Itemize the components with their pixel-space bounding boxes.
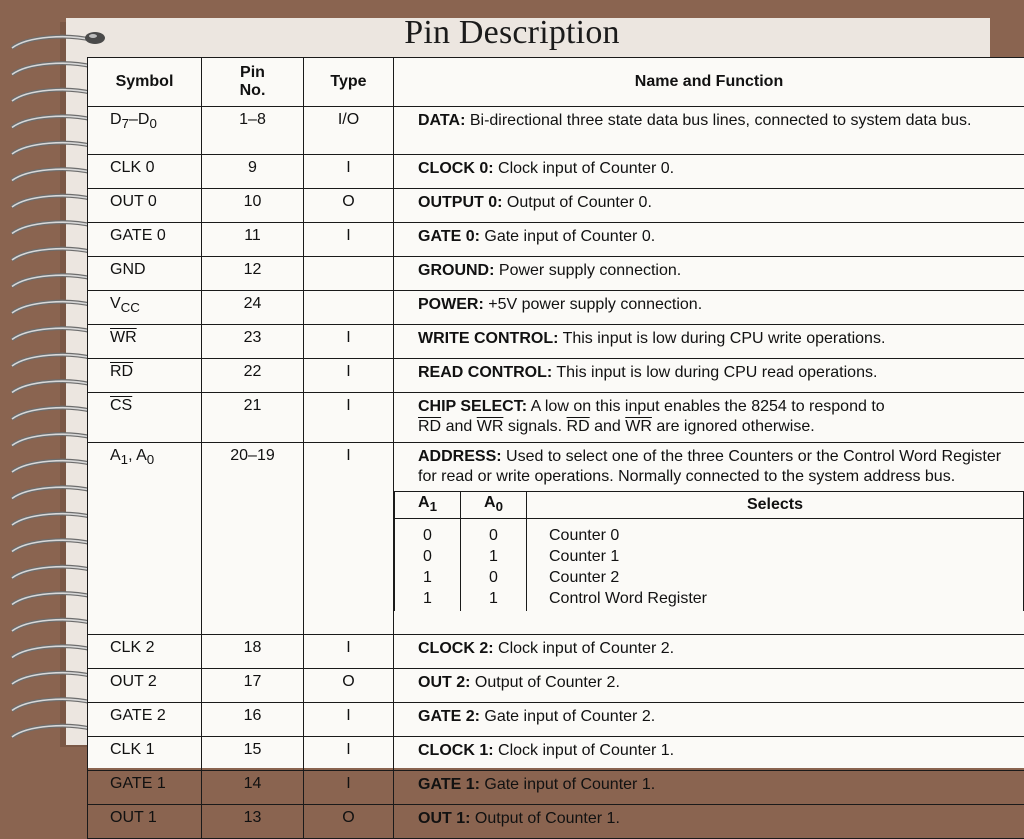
- function-cell: CLOCK 2: Clock input of Counter 2.: [394, 635, 1024, 669]
- function-cell: GATE 0: Gate input of Counter 0.: [394, 223, 1024, 257]
- symbol-cell: CLK 0: [88, 155, 202, 189]
- function-cell: ADDRESS: Used to select one of the three Counters or the Control Word Register for read or write operations. Normally connected to the system address bus. $A_1$ $A_0$ Selects 0 0 1 1 0 1 0 1 Counter 0 Counter 1 Counter 2 Control Word Register: [394, 443, 1024, 635]
- symbol-cell: CLK 2: [88, 635, 202, 669]
- table-row: [88, 359, 1024, 393]
- type-cell: I: [304, 359, 394, 393]
- type-cell: I: [304, 737, 394, 771]
- function-cell: CLOCK 1: Clock input of Counter 1.: [394, 737, 1024, 771]
- table-row: [88, 189, 1024, 223]
- type-cell: I: [304, 393, 394, 443]
- select-header-a0: $A_0$: [461, 492, 527, 519]
- header-symbol: Symbol: [88, 58, 202, 107]
- pin-cell: 24: [202, 291, 304, 325]
- table-row: [88, 291, 1024, 325]
- page-title: Pin Description: [0, 14, 1024, 52]
- table-row: [88, 325, 1024, 359]
- table-row: [88, 155, 1024, 189]
- function-cell: WRITE CONTROL: This input is low during CPU write operations.: [394, 325, 1024, 359]
- pin-cell: 17: [202, 669, 304, 703]
- pin-cell: 21: [202, 393, 304, 443]
- symbol-cell: GATE 2: [88, 703, 202, 737]
- symbol-cell: $\overline{RD}$: [88, 359, 202, 393]
- function-cell: POWER: +5V power supply connection.: [394, 291, 1024, 325]
- pin-description-table: [87, 57, 1024, 839]
- symbol-cell: CLK 1: [88, 737, 202, 771]
- function-cell: GROUND: Power supply connection.: [394, 257, 1024, 291]
- select-header-selects: Selects: [527, 492, 1024, 519]
- symbol-cell: GATE 1: [88, 771, 202, 805]
- symbol-cell: $V_{CC}$: [88, 291, 202, 325]
- pin-cell: 14: [202, 771, 304, 805]
- select-name-column: Counter 0 Counter 1 Counter 2 Control Word Register: [527, 519, 1024, 612]
- type-cell: O: [304, 189, 394, 223]
- function-cell: CLOCK 0: Clock input of Counter 0.: [394, 155, 1024, 189]
- pin-table-container: [87, 57, 1024, 768]
- pin-cell: 23: [202, 325, 304, 359]
- symbol-cell: OUT 2: [88, 669, 202, 703]
- table-row: [88, 257, 1024, 291]
- symbol-cell: $D_7-D_0$: [88, 107, 202, 155]
- type-cell: I: [304, 223, 394, 257]
- type-cell: [304, 291, 394, 325]
- table-row: [88, 771, 1024, 805]
- header-name-function: Name and Function: [394, 58, 1024, 107]
- function-cell: DATA: Bi-directional three state data bus lines, connected to system data bus.: [394, 107, 1024, 155]
- pin-cell: 18: [202, 635, 304, 669]
- pin-cell: 11: [202, 223, 304, 257]
- pin-cell: 13: [202, 805, 304, 839]
- address-select-table: [394, 491, 1024, 611]
- table-header-row: [88, 58, 1024, 107]
- symbol-cell: $A_1$, $A_0$: [88, 443, 202, 635]
- pin-cell: 10: [202, 189, 304, 223]
- select-body: [395, 519, 1024, 612]
- type-cell: I: [304, 703, 394, 737]
- pin-cell: 22: [202, 359, 304, 393]
- table-row: [88, 223, 1024, 257]
- function-cell: OUT 1: Output of Counter 1.: [394, 805, 1024, 839]
- table-row: [88, 393, 1024, 443]
- function-cell: OUT 2: Output of Counter 2.: [394, 669, 1024, 703]
- pin-cell: 1–8: [202, 107, 304, 155]
- type-cell: I: [304, 443, 394, 635]
- type-cell: [304, 257, 394, 291]
- table-row: [88, 737, 1024, 771]
- pin-cell: 9: [202, 155, 304, 189]
- type-cell: O: [304, 805, 394, 839]
- type-cell: I: [304, 325, 394, 359]
- type-cell: I: [304, 771, 394, 805]
- pin-cell: 12: [202, 257, 304, 291]
- type-cell: I: [304, 155, 394, 189]
- function-cell: GATE 1: Gate input of Counter 1.: [394, 771, 1024, 805]
- header-pin-no: Pin No.: [202, 58, 304, 107]
- function-cell: CHIP SELECT: A low on this input enables the 8254 to respond to $\overline{RD}$ and $\overline{WR}$ signals. $\overline{RD}$ and $\overline{WR}$ are ignored otherwise.: [394, 393, 1024, 443]
- table-row: [88, 669, 1024, 703]
- select-a0-column: 0 1 0 1: [461, 519, 527, 612]
- function-cell: GATE 2: Gate input of Counter 2.: [394, 703, 1024, 737]
- select-header-a1: $A_1$: [395, 492, 461, 519]
- symbol-cell: OUT 1: [88, 805, 202, 839]
- table-row: [88, 443, 1024, 635]
- function-cell: OUTPUT 0: Output of Counter 0.: [394, 189, 1024, 223]
- table-row: [88, 635, 1024, 669]
- bullet-icon: [84, 30, 106, 46]
- pin-cell: 15: [202, 737, 304, 771]
- table-row: [88, 805, 1024, 839]
- pin-cell: 16: [202, 703, 304, 737]
- type-cell: I/O: [304, 107, 394, 155]
- symbol-cell: OUT 0: [88, 189, 202, 223]
- select-a1-column: 0 0 1 1: [395, 519, 461, 612]
- pin-cell: 20–19: [202, 443, 304, 635]
- type-cell: I: [304, 635, 394, 669]
- header-type: Type: [304, 58, 394, 107]
- symbol-cell: GATE 0: [88, 223, 202, 257]
- symbol-cell: GND: [88, 257, 202, 291]
- spiral-binding: [8, 30, 98, 750]
- symbol-cell: $\overline{CS}$: [88, 393, 202, 443]
- function-cell: READ CONTROL: This input is low during CPU read operations.: [394, 359, 1024, 393]
- table-row: [88, 107, 1024, 155]
- symbol-cell: $\overline{WR}$: [88, 325, 202, 359]
- type-cell: O: [304, 669, 394, 703]
- table-row: [88, 703, 1024, 737]
